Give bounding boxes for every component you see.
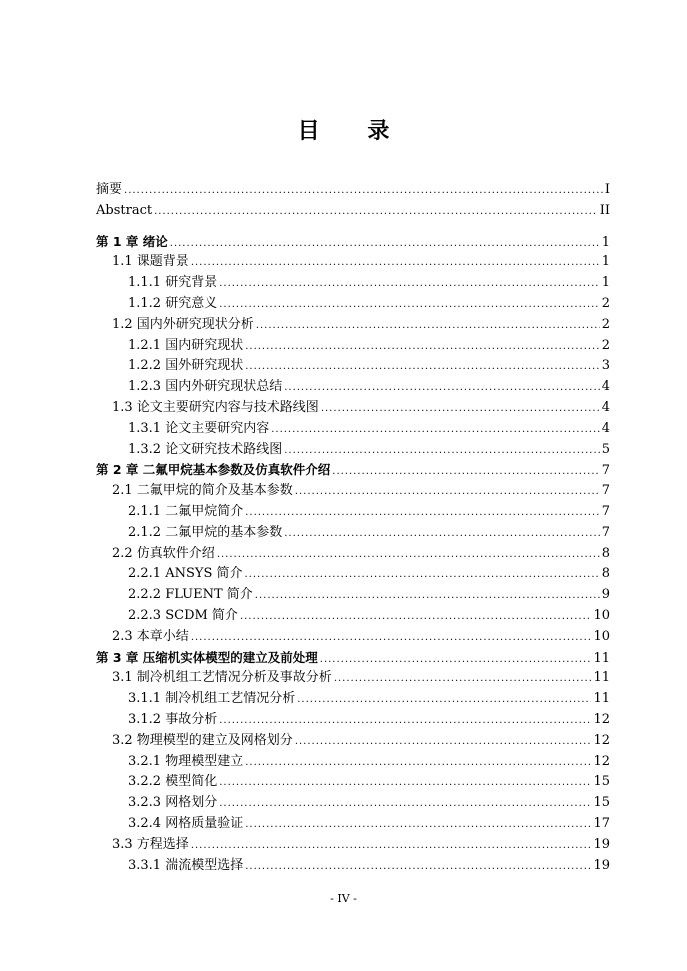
toc-leader-dots bbox=[245, 337, 600, 358]
toc-entry-page: 10 bbox=[593, 607, 610, 623]
toc-leader-dots bbox=[191, 628, 592, 649]
toc-entry-page: 9 bbox=[601, 587, 610, 603]
toc-entry[interactable] bbox=[96, 668, 610, 689]
toc-entry[interactable] bbox=[96, 398, 610, 419]
toc-entry-page: 15 bbox=[593, 795, 610, 811]
toc-entry-page: 1 bbox=[601, 234, 610, 250]
toc-entry-label: 3.2.1 物理模型建立 bbox=[128, 752, 243, 773]
toc-entry-page: 11 bbox=[593, 670, 610, 686]
toc-entry-label: 1.1 课题背景 bbox=[112, 252, 189, 273]
toc-entry[interactable] bbox=[96, 356, 610, 377]
toc-entry-page: 12 bbox=[593, 732, 610, 748]
toc-leader-dots bbox=[297, 690, 591, 711]
toc-entry-label: 2.2 仿真软件介绍 bbox=[112, 544, 215, 565]
toc-entry-page: 4 bbox=[601, 399, 610, 415]
toc-entry[interactable] bbox=[96, 689, 610, 710]
toc-leader-dots bbox=[245, 503, 600, 524]
toc-entry[interactable] bbox=[96, 856, 610, 877]
toc-leader-dots bbox=[271, 420, 600, 441]
toc-entry[interactable] bbox=[96, 544, 610, 565]
toc-entry-label: 1.3 论文主要研究内容与技术路线图 bbox=[112, 398, 319, 419]
toc-entry[interactable] bbox=[96, 606, 610, 627]
toc-entry-label: 2.2.3 SCDM 简介 bbox=[128, 606, 238, 627]
toc-entry-label: 1.2.2 国外研究现状 bbox=[128, 356, 243, 377]
toc-leader-dots bbox=[284, 524, 600, 545]
toc-entry-page: 19 bbox=[593, 857, 610, 873]
page-title: 目 录 bbox=[297, 119, 410, 144]
toc-leader-dots bbox=[320, 650, 592, 671]
toc-entry[interactable] bbox=[96, 294, 610, 315]
toc-leader-dots bbox=[284, 378, 600, 399]
toc-entry-page: 11 bbox=[593, 650, 610, 666]
toc-leader-dots bbox=[295, 482, 600, 503]
toc-leader-dots bbox=[256, 316, 600, 337]
toc-entry-page: 15 bbox=[593, 774, 610, 790]
toc-entry[interactable] bbox=[96, 731, 610, 752]
toc-entry-label: 3.2 物理模型的建立及网格划分 bbox=[112, 731, 293, 752]
toc-entry-label: 摘要 bbox=[96, 180, 122, 201]
toc-entry[interactable] bbox=[96, 315, 610, 336]
toc-leader-dots bbox=[219, 295, 600, 316]
toc-entry-label: 3.2.3 网格划分 bbox=[128, 793, 217, 814]
toc-leader-dots bbox=[170, 234, 600, 255]
toc-entry[interactable] bbox=[96, 648, 610, 669]
toc-entry-label: 1.3.1 论文主要研究内容 bbox=[128, 419, 269, 440]
toc-leader-dots bbox=[284, 441, 600, 462]
toc-leader-dots bbox=[334, 669, 592, 690]
toc-entry-page: II bbox=[599, 202, 610, 218]
toc-entry-page: 4 bbox=[601, 420, 610, 436]
toc-entry-page: 12 bbox=[593, 711, 610, 727]
toc-leader-dots bbox=[295, 732, 592, 753]
toc-entry-page: 10 bbox=[593, 628, 610, 644]
toc-entry[interactable] bbox=[96, 377, 610, 398]
toc-leader-dots bbox=[245, 857, 591, 878]
toc-entry-label: 第 3 章 压缩机实体模型的建立及前处理 bbox=[96, 648, 318, 669]
toc-entry-label: 1.2 国内外研究现状分析 bbox=[112, 315, 254, 336]
toc-leader-dots bbox=[154, 202, 598, 223]
toc-entry-label: 3.1.1 制冷机组工艺情况分析 bbox=[128, 689, 295, 710]
toc-entry-label: 1.3.2 论文研究技术路线图 bbox=[128, 440, 282, 461]
toc-entry-label: 2.1.1 二氟甲烷简介 bbox=[128, 502, 243, 523]
toc-leader-dots bbox=[245, 753, 591, 774]
toc-entry[interactable] bbox=[96, 502, 610, 523]
toc-entry-page: 1 bbox=[601, 254, 610, 270]
toc-leader-dots bbox=[191, 253, 600, 274]
toc-entry-label: 2.2.2 FLUENT 简介 bbox=[128, 585, 253, 606]
toc-entry-page: I bbox=[604, 182, 610, 197]
toc-entry-label: Abstract bbox=[96, 201, 152, 222]
toc-leader-dots bbox=[124, 181, 603, 202]
toc-entry[interactable] bbox=[96, 814, 610, 835]
toc-leader-dots bbox=[219, 773, 591, 794]
toc-leader-dots bbox=[191, 836, 592, 857]
toc-entry[interactable] bbox=[96, 180, 610, 201]
toc-entry-page: 12 bbox=[593, 753, 610, 769]
toc-leader-dots bbox=[255, 586, 600, 607]
toc-entry-label: 1.1.1 研究背景 bbox=[128, 273, 217, 294]
toc-leader-dots bbox=[245, 565, 600, 586]
toc-entry[interactable] bbox=[96, 273, 610, 294]
toc-entry[interactable] bbox=[96, 793, 610, 814]
toc-leader-dots bbox=[245, 357, 600, 378]
toc-entry[interactable] bbox=[96, 627, 610, 648]
toc-entry[interactable] bbox=[96, 440, 610, 461]
toc-entry[interactable] bbox=[96, 772, 610, 793]
toc-entry[interactable] bbox=[96, 710, 610, 731]
toc-entry-label: 3.2.4 网格质量验证 bbox=[128, 814, 243, 835]
toc-entry[interactable] bbox=[96, 460, 610, 481]
toc-leader-dots bbox=[219, 274, 600, 295]
toc-entry-label: 2.1.2 二氟甲烷的基本参数 bbox=[128, 523, 282, 544]
toc-entry-page: 7 bbox=[601, 483, 610, 499]
toc-entry-page: 17 bbox=[593, 815, 610, 831]
toc-entry[interactable] bbox=[96, 585, 610, 606]
toc-entry[interactable] bbox=[96, 201, 610, 222]
toc-leader-dots bbox=[240, 607, 592, 628]
toc-entry-label: 第 2 章 二氟甲烷基本参数及仿真软件介绍 bbox=[96, 460, 330, 481]
toc-entry-label: 3.1.2 事故分析 bbox=[128, 710, 217, 731]
toc-entry-page: 1 bbox=[601, 275, 610, 291]
toc-leader-dots bbox=[219, 794, 591, 815]
toc-entry-label: 3.3.1 湍流模型选择 bbox=[128, 856, 243, 877]
toc-entry-page: 7 bbox=[601, 524, 610, 540]
toc-leader-dots bbox=[217, 545, 600, 566]
toc-entry-page: 2 bbox=[601, 295, 610, 311]
toc-entry[interactable] bbox=[96, 481, 610, 502]
toc-entry-label: 2.2.1 ANSYS 简介 bbox=[128, 564, 243, 585]
toc-entry-label: 1.2.1 国内研究现状 bbox=[128, 336, 243, 357]
page-number-footer: - IV - bbox=[330, 892, 357, 905]
toc-entry-page: 2 bbox=[601, 316, 610, 332]
toc-entry-label: 1.1.2 研究意义 bbox=[128, 294, 217, 315]
toc-entry-page: 2 bbox=[601, 337, 610, 353]
toc-leader-dots bbox=[245, 815, 591, 836]
toc-entry[interactable] bbox=[96, 232, 610, 253]
toc-entry-page: 4 bbox=[601, 379, 610, 395]
toc-entry-label: 3.1 制冷机组工艺情况分析及事故分析 bbox=[112, 668, 332, 689]
toc-entry-label: 1.2.3 国内外研究现状总结 bbox=[128, 377, 282, 398]
toc-entry[interactable] bbox=[96, 336, 610, 357]
toc-entry-label: 第 1 章 绪论 bbox=[96, 232, 168, 253]
toc-entry-page: 8 bbox=[601, 566, 610, 582]
toc-entry-page: 19 bbox=[593, 836, 610, 852]
toc-entry[interactable] bbox=[96, 252, 610, 273]
toc-entry-page: 11 bbox=[593, 691, 610, 707]
toc-entry-page: 7 bbox=[601, 463, 610, 479]
toc-entry-page: 5 bbox=[601, 441, 610, 457]
toc-entry-page: 7 bbox=[601, 503, 610, 519]
toc-leader-dots bbox=[219, 711, 591, 732]
toc-entry-label: 3.2.2 模型简化 bbox=[128, 772, 217, 793]
toc-entry-page: 8 bbox=[601, 545, 610, 561]
toc-leader-dots bbox=[332, 462, 599, 483]
toc-entry[interactable] bbox=[96, 564, 610, 585]
toc-entry[interactable] bbox=[96, 419, 610, 440]
toc-entry-page: 3 bbox=[601, 358, 610, 374]
toc-entry[interactable] bbox=[96, 752, 610, 773]
toc-entry-label: 2.1 二氟甲烷的简介及基本参数 bbox=[112, 481, 293, 502]
toc-leader-dots bbox=[321, 399, 600, 420]
table-of-contents bbox=[96, 180, 610, 876]
toc-entry-label: 2.3 本章小结 bbox=[112, 627, 189, 648]
toc-entry[interactable] bbox=[96, 523, 610, 544]
toc-entry[interactable] bbox=[96, 835, 610, 856]
toc-entry-label: 3.3 方程选择 bbox=[112, 835, 189, 856]
